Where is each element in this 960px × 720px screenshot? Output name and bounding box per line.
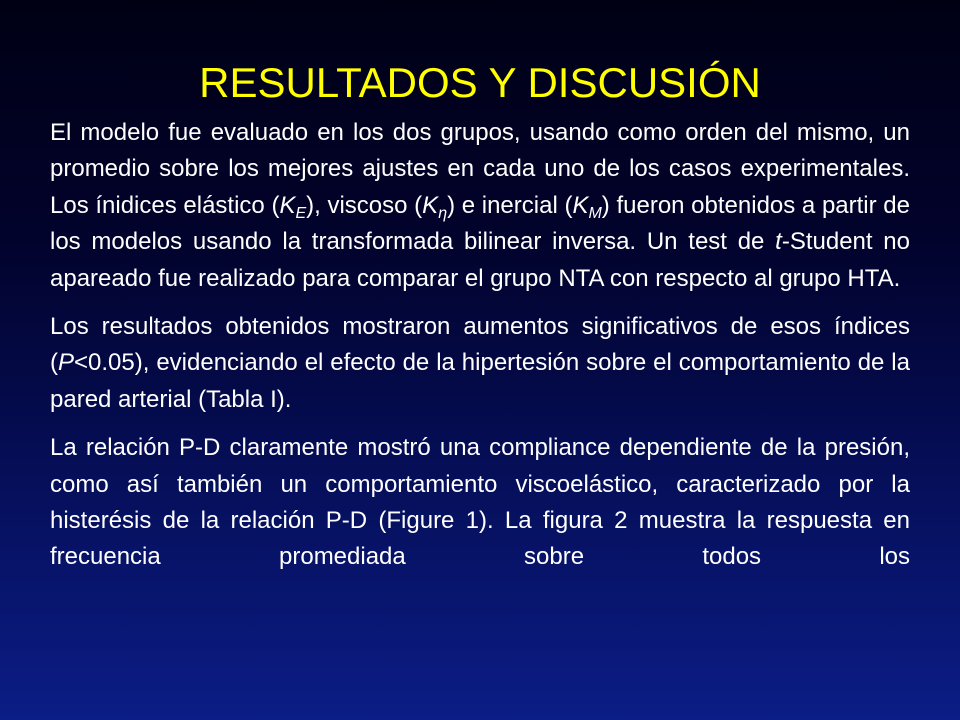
paragraph-results	[50, 309, 910, 418]
km-symbol: K	[572, 191, 589, 219]
p2-text-2: <0.05), evidenciando el efecto de la hipertesión sobre el comportamiento de la pared arterial (Tabla I).	[50, 349, 910, 413]
p1-text-1: El modelo fue evaluado en los dos grupos, usando como orden del mismo, un promedio sobre los mejores ajustes en cada uno de los casos experimentales. Los ínidices elástico (	[50, 119, 910, 219]
t-symbol: t	[775, 228, 782, 256]
p1-text-5: -Student no apareado fue realizado para comparar el grupo NTA con respecto al grupo HTA.	[50, 228, 910, 292]
slide-title: RESULTADOS Y DISCUSIÓN	[199, 59, 761, 106]
ke-symbol: K	[279, 191, 296, 219]
p2-text-1: Los resultados obtenidos mostraron aumentos significativos de esos índices (	[50, 313, 910, 377]
p1-text-2: ), viscoso (	[306, 191, 423, 219]
km-subscript: M	[588, 204, 602, 222]
keta-subscript: η	[438, 204, 448, 222]
slide-body	[50, 115, 910, 588]
paragraph-model-evaluation	[50, 115, 910, 297]
ke-subscript: E	[295, 204, 307, 222]
p1-text-3: ) e inercial (	[447, 191, 573, 219]
paragraph-pd-relation: La relación P-D claramente mostró una compliance dependiente de la presión, como así también un comportamiento viscoelástico, caracterizado por la histerésis de la relación P-D (Figure 1). La figura 2 muestra la respuesta en frecuencia promediada sobre todos los	[50, 434, 910, 571]
p1-text-4: ) fueron obtenidos a partir de los modelos usando la transformada bilinear inversa. Un test de	[50, 191, 910, 256]
p-symbol: P	[58, 349, 75, 377]
keta-symbol: K	[422, 191, 439, 219]
